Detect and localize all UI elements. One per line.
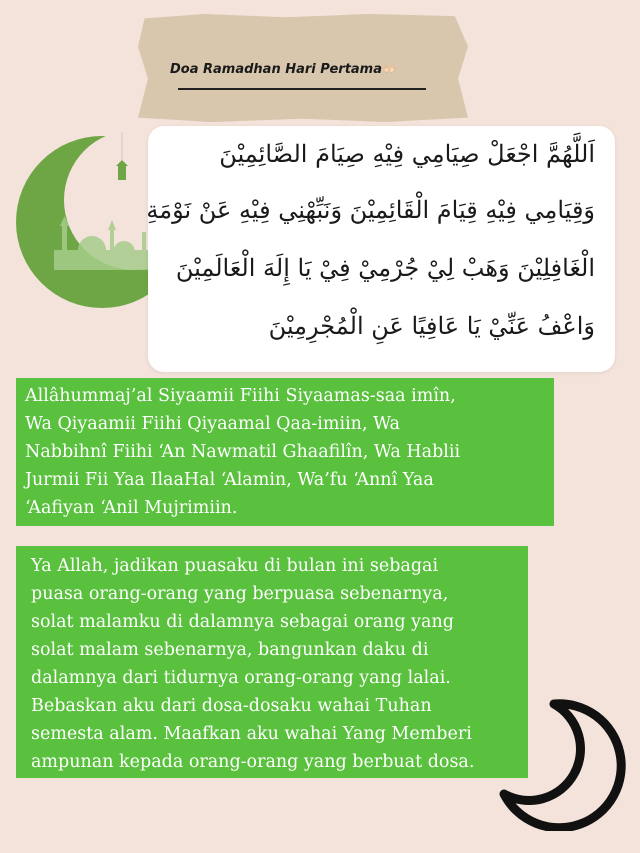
- arabic-line: اَللَّهُمَّ اجْعَلْ صِيَامِي فِيْهِ صِيَامَ الصَّائِمِيْنَ: [219, 140, 595, 168]
- transliteration-line: Wa Qiyaamii Fiihi Qiyaamal Qaa-imiin, Wa: [25, 414, 400, 434]
- transliteration-line: Jurmii Fii Yaa IlaaHal ‘Alamin, Wa’fu ‘Annî Yaa: [25, 470, 434, 490]
- transliteration-line: Nabbihnî Fiihi ‘An Nawmatil Ghaafilîn, Wa Hablii: [25, 442, 461, 462]
- transliteration-line: Allâhummaj’al Siyaamii Fiihi Siyaamas-saa imîn,: [25, 386, 456, 406]
- translation-line: semesta alam. Maafkan aku wahai Yang Memberi: [31, 724, 472, 744]
- transliteration-line: ‘Aafiyan ‘Anil Mujrimiin.: [25, 498, 238, 518]
- transliteration-box: [16, 378, 554, 526]
- page-title: [170, 62, 440, 77]
- crescent-outline-icon: [496, 696, 636, 831]
- arabic-line: وَقِيَامِي فِيْهِ قِيَامَ الْقَائِمِيْنَ وَنَبِّهْنِي فِيْهِ عَنْ نَوْمَةِ: [146, 196, 595, 224]
- translation-line: Bebaskan aku dari dosa-dosaku wahai Tuhan: [31, 696, 432, 716]
- translation-line: puasa orang-orang yang berpuasa sebenarnya,: [31, 584, 449, 604]
- translation-line: solat malam sebenarnya, bangunkan daku di: [31, 640, 429, 660]
- translation-box: [16, 546, 528, 778]
- palms-up-emoji: 👐🏻: [382, 62, 397, 76]
- arabic-line: الْغَافِلِيْنَ وَهَبْ لِيْ جُرْمِيْ فِيْ يَا إِلَهَ الْعَالَمِيْنَ: [175, 254, 595, 282]
- arabic-line: وَاعْفُ عَنِّيْ يَا عَافِيًا عَنِ الْمُجْرِمِيْنَ: [268, 312, 595, 340]
- title-underline: [178, 88, 426, 90]
- translation-line: dalamnya dari tidurnya orang-orang yang lalai.: [31, 668, 451, 688]
- arabic-prayer-card: [148, 126, 615, 372]
- translation-line: solat malamku di dalamnya sebagai orang yang: [31, 612, 454, 632]
- translation-line: Ya Allah, jadikan puasaku di bulan ini sebagai: [31, 556, 439, 576]
- title-text: Doa Ramadhan Hari Pertama: [170, 62, 382, 77]
- translation-line: ampunan kepada orang-orang yang berbuat dosa.: [31, 752, 475, 772]
